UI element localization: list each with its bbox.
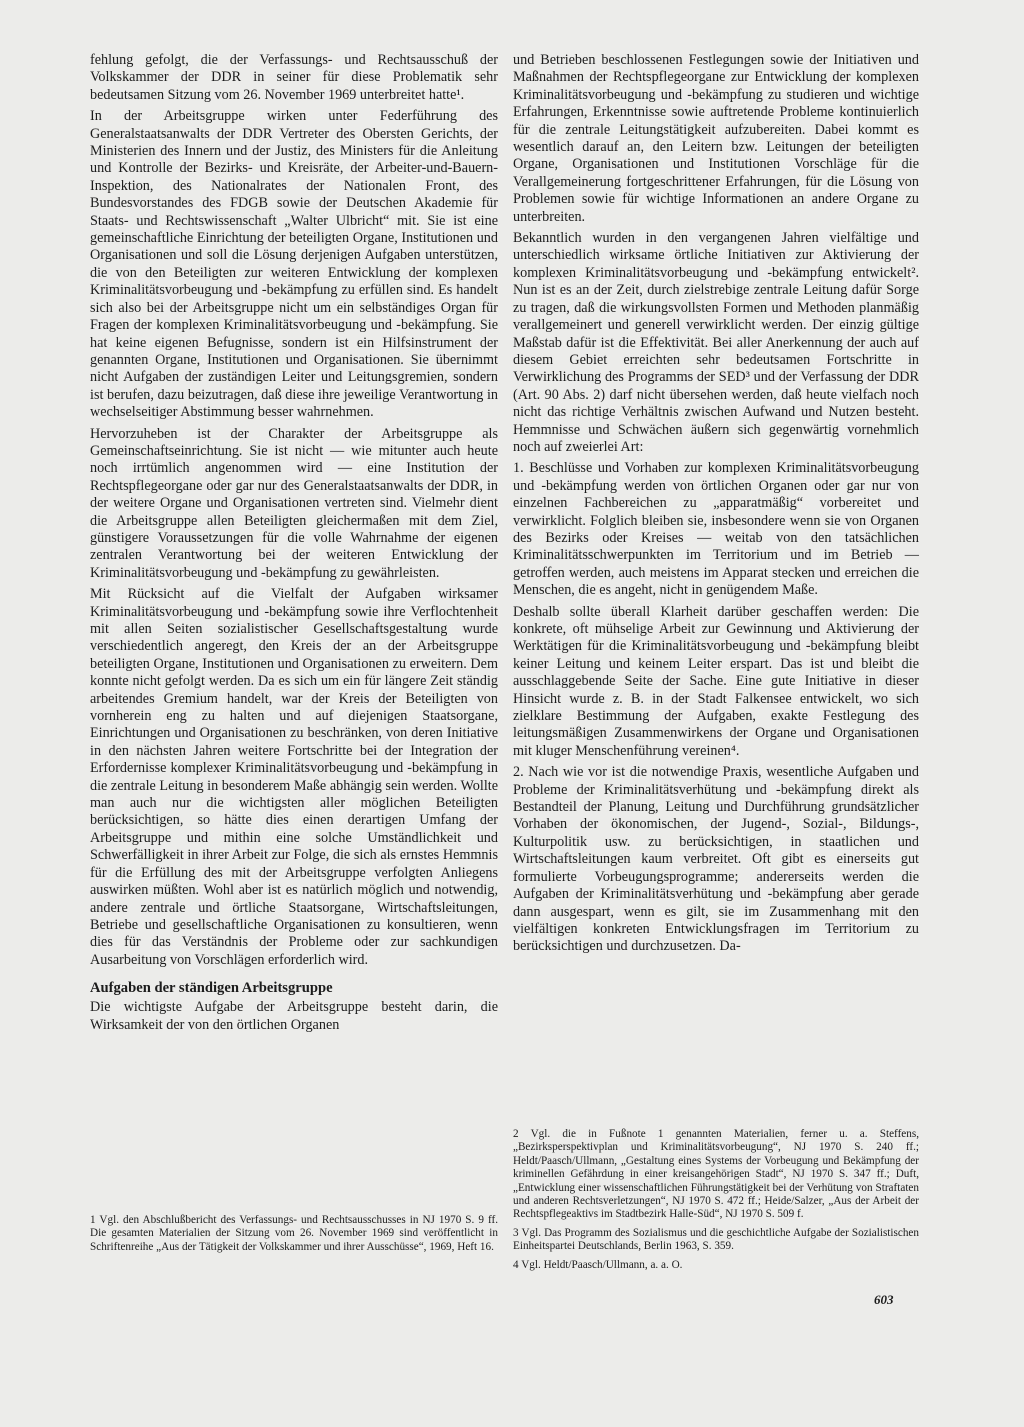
paragraph: 1. Beschlüsse und Vorhaben zur komplexen Kriminalitätsvorbeugung und -bekämpfung werden von örtlichen Organen oder gar nur von einzelnen Fachbereichen zu „apparatmäßig“ vorbereitet und verwirklicht. Folglich bleiben sie, insbesondere wenn sie von Organen des Bezirks oder Kreises — weitab von den tatsächlichen Kriminalitätsschwerpunkten im Territorium und im Betrieb — getroffen werden, auch meistens im Apparat stecken und erreichen die Menschen, die es angeht, nicht in genügendem Maße.: [513, 460, 919, 599]
section-heading: Aufgaben der ständigen Arbeitsgruppe: [90, 980, 333, 997]
paragraph: fehlung gefolgt, die der Verfassungs- und Rechtsausschuß der Volkskammer der DDR in seiner für diese Problematik sehr bedeutsamen Sitzung vom 26. November 1969 unterbreitet hatte¹.: [90, 52, 498, 103]
footnote: 2 Vgl. die in Fußnote 1 genannten Materialien, ferner u. a. Steffens, „Bezirksperspektivplan und Kriminalitätsvorbeugung“, NJ 1970 S. 240 ff.; Heldt/Paasch/Ullmann, „Gestaltung eines Systems der Vorbeugung und Bekämpfung der kriminellen Gefährdung in einer kreisangehörigen Stadt“, NJ 1970 S. 347 ff.; Duft, „Entwicklung einer wissenschaftlichen Führungstätigkeit bei der Verhütung von Straftaten und anderen Rechtsverletzungen“, NJ 1970 S. 472 ff.; Heide/Salzer, „Aus der Arbeit der Rechtspflegeaktivs im Stadtbezirk Halle-Süd“, NJ 1970 S. 509 f.: [513, 1128, 919, 1221]
paragraph: Die wichtigste Aufgabe der Arbeitsgruppe besteht darin, die Wirksamkeit der von den örtlichen Organen: [90, 999, 498, 1033]
footnote: 1 Vgl. den Abschlußbericht des Verfassungs- und Rechtsausschusses in NJ 1970 S. 9 ff. Die gesamten Materialien der Sitzung vom 26. November 1969 sind veröffentlicht in Schriftenreihe „Aus der Tätigkeit der Volkskammer und ihrer Ausschüsse“, 1969, Heft 16.: [90, 1214, 498, 1253]
footnote: 4 Vgl. Heldt/Paasch/Ullmann, a. a. O.: [513, 1258, 683, 1271]
left-column: [90, 52, 498, 1038]
paragraph: Bekanntlich wurden in den vergangenen Jahren vielfältige und unterschiedlich wirksame örtliche Initiativen zur Aktivierung der komplexen Kriminalitätsvorbeugung und -bekämpfung entwickelt². Nun ist es an der Zeit, durch zielstrebige zentrale Leitung dafür Sorge zu tragen, daß die wirkungsvollsten Formen und Methoden planmäßig verallgemeinert und generell verwirklicht werden. Der einzig gültige Maßstab dafür ist die Effektivität. Bei aller Anerkennung der auch auf diesem Gebiet erreichten sehr bedeutsamen Fortschritte in Verwirklichung des Programms der SED³ und der Verfassung der DDR (Art. 90 Abs. 2) darf nicht übersehen werden, daß heute vielfach noch nicht das richtige Verhältnis zwischen Aufwand und Nutzen besteht. Hemmnisse und Schwächen äußern sich gegenwärtig vornehmlich noch auf zweierlei Art:: [513, 230, 919, 455]
footnotes-left: [90, 1214, 498, 1259]
paragraph: Hervorzuheben ist der Charakter der Arbeitsgruppe als Gemeinschaftseinrichtung. Sie ist nicht — wie mitunter auch heute noch irrtümlich angenommen wird — eine Institution der Rechtspflegeorgane oder gar nur des Generalstaatsanwalts der DDR, in der weitere Organe und Organisationen vertreten sind. Vielmehr dient die Arbeitsgruppe allen Beteiligten gleichermaßen mit dem Ziel, günstigere Voraussetzungen für die volle Wahrnahme der eigenen zentralen Verantwortung bei der weiteren Entwicklung der Kriminalitätsvorbeugung und -bekämpfung zu gewährleisten.: [90, 425, 498, 581]
footnotes-right: [513, 1128, 919, 1277]
right-column: [513, 52, 919, 960]
paragraph: 2. Nach wie vor ist die notwendige Praxis, wesentliche Aufgaben und Probleme der Kriminalitätsverhütung und -bekämpfung direkt als Bestandteil der Planung, Leitung und Durchführung grundsätzlicher Vorhaben der ökonomischen, der Jugend-, Sozial-, Bildungs-, Kulturpolitik usw. zu berücksichtigen, in staatlichen und Wirtschaftsleitungen kaum verbreitet. Oft gibt es einerseits gut formulierte Vorbeugungsprogramme; andererseits werden die Aufgaben der Kriminalitätsverhütung und -bekämpfung aber gerade dann ausgespart, wenn es gilt, sie im Zusammenhang mit den vielfältigen konkreten Entwicklungsfragen im Territorium zu berücksichtigen und durchzusetzen. Da-: [513, 764, 919, 955]
paragraph: Mit Rücksicht auf die Vielfalt der Aufgaben wirksamer Kriminalitätsvorbeugung und -bekämpfung sowie ihre Verflochtenheit mit allen Seiten sozialistischer Gesellschaftsgestaltung wurde verschiedentlich angeregt, den Kreis der an der Arbeitsgruppe beteiligten Organe, Institutionen und Organisationen zu erweitern. Dem konnte nicht gefolgt werden. Da es sich um ein für längere Zeit ständig arbeitendes Gremium handelt, war der Kreis der Beteiligten von vornherein eng zu halten und auf diejenigen Staatsorgane, Einrichtungen und Organisationen zu beschränken, von deren Initiative in den nächsten Jahren weitere Fortschritte bei der Integration der Erfordernisse komplexer Kriminalitätsvorbeugung und -bekämpfung in die zentrale Leitung in besonderem Maße abhängig sein werden. Wollte man auch nur die wichtigsten aller möglichen Beteiligten berücksichtigen, so hätte dies einen derartigen Umfang der Arbeitsgruppe und mithin eine solche Umständlichkeit und Schwerfälligkeit in ihrer Arbeit zur Folge, die sich als ernstes Hemmnis für die Erfüllung des mit der Arbeitsgruppe verfolgten Anliegens auswirken müßten. Wohl aber ist es natürlich möglich und notwendig, andere zentrale und örtliche Staatsorgane, Wirtschaftsleitungen, Betriebe und gesellschaftliche Organisationen zu konsultieren, wenn dies für das Verständnis der Probleme oder zur sachkundigen Ausarbeitung von Vorschlägen erforderlich wird.: [90, 586, 498, 968]
paragraph: In der Arbeitsgruppe wirken unter Federführung des Generalstaatsanwalts der DDR Vertreter des Obersten Gerichts, der Ministerien des Innern und der Justiz, des Ministers für die Anleitung und Kontrolle der Bezirks- und Kreisräte, der Arbeiter-und-Bauern-Inspektion, des Nationalrates der Nationalen Front, des Bundesvorstandes des FDGB sowie der Deutschen Akademie für Staats- und Rechtswissenschaft „Walter Ulbricht“ mit. Sie ist eine gemeinschaftliche Einrichtung der beteiligten Organe, Institutionen und Organisationen und soll die Lösung derjenigen Aufgaben unterstützen, die von den Beteiligten zur weiteren Entwicklung der komplexen Kriminalitätsvorbeugung und -bekämpfung zu erfüllen sind. Es handelt sich also bei der Arbeitsgruppe nicht um ein selbständiges Organ für Fragen der komplexen Kriminalitätsvorbeugung und -bekämpfung. Sie hat keine eigenen Befugnisse, sondern ist ein Hilfsinstrument der genannten Organe, Institutionen und Organisationen. Sie übernimmt nicht Aufgaben der zuständigen Leiter und Leitungsgremien, sondern ist berufen, dazu beizutragen, daß diese ihre jeweilige Verantwortung in wechselseitiger Abstimmung besser wahrnehmen.: [90, 108, 498, 421]
page-number: 603: [874, 1292, 894, 1307]
paragraph: Deshalb sollte überall Klarheit darüber geschaffen werden: Die konkrete, oft mühselige Arbeit zur Gewinnung und Aktivierung der Werktätigen für die Kriminalitätsvorbeugung und -bekämpfung bleibt keiner Leitung und keinem Leiter erspart. Das ist und bleibt die ausschlaggebende Seite der Sache. Eine gute Initiative in dieser Hinsicht wurde z. B. in der Stadt Falkensee entwickelt, wo sich zielklare Bestimmung der Aufgaben, exakte Festlegung des leitungsmäßigen Zusammenwirkens der Organe und Organisationen mit kluger Menschenführung vereinen⁴.: [513, 603, 919, 759]
footnote: 3 Vgl. Das Programm des Sozialismus und die geschichtliche Aufgabe der Sozialistischen Einheitspartei Deutschlands, Berlin 1963, S. 359.: [513, 1226, 919, 1253]
paragraph: und Betrieben beschlossenen Festlegungen sowie der Initiativen und Maßnahmen der Rechtspflegeorgane zur Entwicklung der komplexen Kriminalitätsvorbeugung und -bekämpfung zu studieren und wichtige Erfahrungen, Erkenntnisse sowie auftretende Probleme kontinuierlich für die zentrale Leitungstätigkeit aufzubereiten. Dabei kommt es wesentlich darauf an, den Leitern bzw. Leitungen der beteiligten Organe, Organisationen und Institutionen Vorschläge für die Verallgemeinerung fortgeschrittener Erfahrungen, für die Lösung von Problemen sowie für wichtige Informationen an andere Organe zu unterbreiten.: [513, 52, 919, 225]
